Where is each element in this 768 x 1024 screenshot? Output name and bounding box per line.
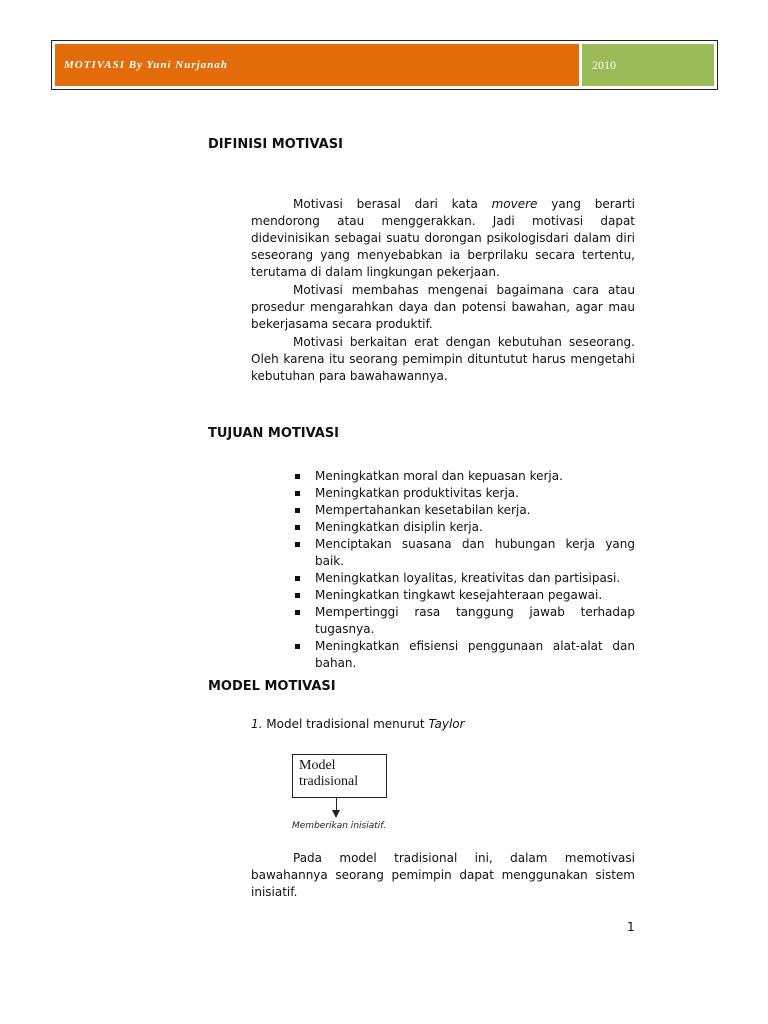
bullet-square-icon: [295, 593, 300, 598]
diagram-model-box: [292, 754, 387, 798]
list-item: [293, 468, 635, 485]
list-item: [293, 536, 635, 570]
difinisi-p2: Motivasi membahas mengenai bagaimana cara atau prosedur mengarahkan daya dan potensi bawahan, agar mau bekerjasama secara produktif.: [251, 283, 635, 331]
section-title-model: MODEL MOTIVASI: [208, 679, 336, 694]
difinisi-p1-em: movere: [491, 197, 538, 211]
bullet-square-icon: [295, 644, 300, 649]
list-item-text: Meningkatkan tingkawt kesejahteraan pegawai.: [315, 588, 603, 602]
section-title-tujuan: TUJUAN MOTIVASI: [208, 426, 340, 441]
difinisi-p1-b: yang berarti mendorong atau menggerakkan. Jadi motivasi dapat didevinisikan sebagai suatu dorongan psikologisdari dalam diri seseorang yang menyebabkan ia berprilaku secara tertentu, terutama di dalam lingkungan pekerjaan.: [251, 197, 635, 279]
header-title: MOTIVASI By Yuni Nurjanah: [55, 44, 579, 86]
list-item: [293, 502, 635, 519]
difinisi-p3: Motivasi berkaitan erat dengan kebutuhan seseorang. Oleh karena itu seorang pemimpin dituntutut harus mengetahi kebutuhan para bawahawannya.: [251, 335, 635, 383]
difinisi-paragraph-2: [251, 282, 635, 333]
page-header: [51, 40, 718, 90]
list-item: [293, 485, 635, 502]
list-item-text: Mempertinggi rasa tanggung jawab terhadap tugasnya.: [315, 605, 635, 636]
list-item: [293, 570, 635, 587]
list-item-text: Meningkatkan disiplin kerja.: [315, 520, 483, 534]
list-item-text: Meningkatkan moral dan kepuasan kerja.: [315, 469, 563, 483]
difinisi-paragraph-3: [251, 334, 635, 385]
list-item: [293, 587, 635, 604]
bullet-square-icon: [295, 610, 300, 615]
difinisi-p1-a: Motivasi berasal dari kata: [293, 197, 492, 211]
difinisi-paragraph-1: [251, 196, 635, 281]
diagram-box-line-2: tradisional: [299, 774, 359, 789]
model-item-number: 1.: [251, 717, 263, 731]
model-item-1: [251, 717, 465, 731]
model-item-em: Taylor: [428, 717, 465, 731]
list-item-text: Mempertahankan kesetabilan kerja.: [315, 503, 531, 517]
list-item: [293, 519, 635, 536]
arrow-down-icon: [332, 810, 340, 818]
model-paragraph: [251, 850, 635, 901]
list-item: [293, 638, 635, 672]
list-item-text: Meningkatkan efisiensi penggunaan alat-alat dan bahan.: [315, 639, 635, 670]
diagram-box-line-1: Model: [299, 758, 336, 773]
list-item-text: Menciptakan suasana dan hubungan kerja yang baik.: [315, 537, 635, 568]
page-number: 1: [627, 920, 635, 934]
list-item-text: Meningkatkan produktivitas kerja.: [315, 486, 519, 500]
header-year: 2010: [582, 44, 714, 86]
list-item-text: Meningkatkan loyalitas, kreativitas dan partisipasi.: [315, 571, 621, 585]
model-paragraph-text: Pada model tradisional ini, dalam memotivasi bawahannya seorang pemimpin dapat menggunakan sistem inisiatif.: [251, 851, 635, 899]
bullet-square-icon: [295, 508, 300, 513]
model-item-text: Model tradisional menurut: [262, 717, 429, 731]
bullet-square-icon: [295, 576, 300, 581]
list-item: [293, 604, 635, 638]
diagram-caption: Memberikan inisiatif.: [292, 821, 387, 831]
section-title-difinisi: DIFINISI MOTIVASI: [208, 137, 343, 152]
tujuan-list: [293, 468, 635, 672]
bullet-square-icon: [295, 542, 300, 547]
bullet-square-icon: [295, 525, 300, 530]
bullet-square-icon: [295, 491, 300, 496]
bullet-square-icon: [295, 474, 300, 479]
